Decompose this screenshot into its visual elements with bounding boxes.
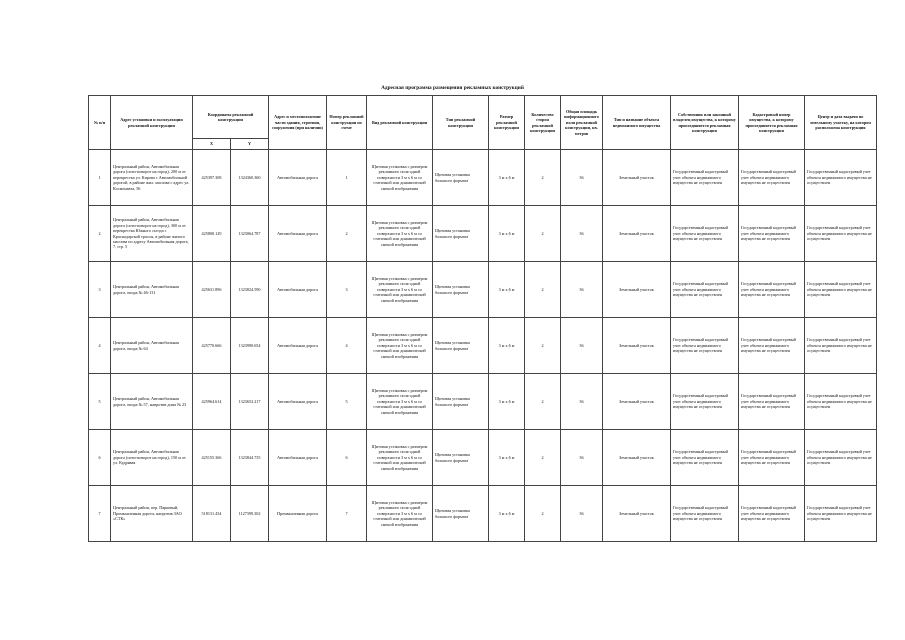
cell-land-owner: Государственный кадастровый учет объекта недвижимого имущества не осуществлен	[739, 486, 805, 542]
cell-area: 36	[561, 486, 603, 542]
table-row	[89, 318, 877, 374]
cell-holder: Государственный кадастровый учет объекта недвижимого имущества не осуществлен	[805, 374, 877, 430]
cell-holder: Государственный кадастровый учет объекта недвижимого имущества не осуществлен	[805, 150, 877, 206]
cell-size: 3 м х 6 м	[489, 374, 525, 430]
cell-land: Земельный участок	[603, 374, 671, 430]
cell-sides: 2	[525, 374, 561, 430]
cell-ad-type: Щитовая установка большого формата	[433, 430, 489, 486]
cell-type: Щитовая установка с размером рекламного поля одной поверхности 3 м х 6 м со статичной или динамической сменой изображения	[367, 262, 433, 318]
cell-land-owner: Государственный кадастровый учет объекта недвижимого имущества не осуществлен	[739, 318, 805, 374]
cell-type: Щитовая установка с размером рекламного поля одной поверхности 3 м х 6 м со статичной или динамической сменой изображения	[367, 486, 433, 542]
cell-size: 3 м х 6 м	[489, 206, 525, 262]
cell-num: 4	[89, 318, 111, 374]
cell-coord-x: 425800.129	[193, 206, 231, 262]
cell-address: Центральный район, Автомобильная дорога, опора № 57, напротив дома № 23	[111, 374, 193, 430]
header-address: Адрес установки и эксплуатации рекламной конструкции	[111, 96, 193, 150]
cell-place: Автомобильная дорога	[269, 374, 327, 430]
cell-ad-type: Щитовая установка большого формата	[433, 374, 489, 430]
cell-place-num: 2	[327, 206, 367, 262]
cell-sides: 2	[525, 318, 561, 374]
cell-land: Земельный участок	[603, 486, 671, 542]
cell-area: 36	[561, 318, 603, 374]
table-row	[89, 206, 877, 262]
cell-num: 5	[89, 374, 111, 430]
cell-size: 3 м х 6 м	[489, 318, 525, 374]
cell-holder: Государственный кадастровый учет объекта недвижимого имущества не осуществлен	[805, 206, 877, 262]
cell-coord-x: 425770.666	[193, 318, 231, 374]
cell-land: Земельный участок	[603, 318, 671, 374]
cell-address: Центральный район, Автомобильная дорога, опора № 64	[111, 318, 193, 374]
cell-size: 3 м х 6 м	[489, 486, 525, 542]
header-land-owner: Кадастровый номер имущества, к которому присоединяется рекламная конструкция	[739, 96, 805, 150]
cell-ad-type: Щитовая установка большого формата	[433, 206, 489, 262]
header-land: Тип и название объекта недвижимого имущества	[603, 96, 671, 150]
table-row	[89, 262, 877, 318]
cell-place: Автомобильная дорога	[269, 150, 327, 206]
cell-owner: Государственный кадастровый учет объекта недвижимого имущества не осуществлен	[671, 486, 739, 542]
cell-place-num: 1	[327, 150, 367, 206]
cell-type: Щитовая установка с размером рекламного поля одной поверхности 3 м х 6 м со статичной или динамической сменой изображения	[367, 150, 433, 206]
table-header-row	[89, 96, 877, 139]
cell-address: Центральный район, пер. Парковый, Промышленная дорога, напротив ЗАО «СТК»	[111, 486, 193, 542]
header-type: Вид рекламной конструкции	[367, 96, 433, 150]
cell-land-owner: Государственный кадастровый учет объекта недвижимого имущества не осуществлен	[739, 150, 805, 206]
cell-sides: 2	[525, 206, 561, 262]
header-size: Размер рекламной конструкции	[489, 96, 525, 150]
cell-size: 3 м х 6 м	[489, 430, 525, 486]
cell-type: Щитовая установка с размером рекламного поля одной поверхности 3 м х 6 м со статичной или динамической сменой изображения	[367, 318, 433, 374]
cell-owner: Государственный кадастровый учет объекта недвижимого имущества не осуществлен	[671, 318, 739, 374]
header-ad-type: Тип рекламной конструкции	[433, 96, 489, 150]
cell-place-num: 7	[327, 486, 367, 542]
header-holder: Центр и дата выдачи по земельному участку, на котором расположена конструкция	[805, 96, 877, 150]
cell-place-num: 6	[327, 430, 367, 486]
cell-area: 36	[561, 206, 603, 262]
cell-size: 3 м х 6 м	[489, 150, 525, 206]
table-row	[89, 430, 877, 486]
ad-placement-table	[88, 95, 877, 542]
header-owner: Собственник или законный владелец имущества, к которому присоединяется рекламная конструкция	[671, 96, 739, 150]
cell-type: Щитовая установка с размером рекламного поля одной поверхности 3 м х 6 м со статичной или динамической сменой изображения	[367, 206, 433, 262]
cell-owner: Государственный кадастровый учет объекта недвижимого имущества не осуществлен	[671, 206, 739, 262]
header-coords: Координаты рекламной конструкции	[193, 96, 269, 139]
cell-coord-x: 425397.308	[193, 150, 231, 206]
cell-coord-x: 425155.366	[193, 430, 231, 486]
cell-ad-type: Щитовая установка большого формата	[433, 486, 489, 542]
cell-address: Центральный район, Автомобильная дорога (сити-поворот на город), 200 м от перекрестка ул. Кирова с Автомобильной дорогой, в районе жил. массива с адрес ул. Космонавта, 56	[111, 150, 193, 206]
cell-type: Щитовая установка с размером рекламного поля одной поверхности 3 м х 6 м со статичной или динамической сменой изображения	[367, 374, 433, 430]
cell-num: 6	[89, 430, 111, 486]
cell-owner: Государственный кадастровый учет объекта недвижимого имущества не осуществлен	[671, 150, 739, 206]
cell-sides: 2	[525, 486, 561, 542]
cell-address: Центральный район, Автомобильная дорога, опора № 46-131	[111, 262, 193, 318]
cell-address: Центральный район, Автомобильная дорога (сити-поворот на город), 150 м от ул. Кудрявая	[111, 430, 193, 486]
cell-land: Земельный участок	[603, 430, 671, 486]
cell-num: 1	[89, 150, 111, 206]
cell-area: 36	[561, 374, 603, 430]
cell-land: Земельный участок	[603, 206, 671, 262]
cell-land: Земельный участок	[603, 262, 671, 318]
cell-sides: 2	[525, 430, 561, 486]
header-area: Общая площадь информационного поля рекламной конструкции, кв. метров	[561, 96, 603, 150]
cell-place-num: 5	[327, 374, 367, 430]
cell-land-owner: Государственный кадастровый учет объекта недвижимого имущества не осуществлен	[739, 374, 805, 430]
header-sides: Количество сторон рекламной конструкции	[525, 96, 561, 150]
cell-ad-type: Щитовая установка большого формата	[433, 150, 489, 206]
cell-holder: Государственный кадастровый учет объекта недвижимого имущества не осуществлен	[805, 430, 877, 486]
header-place-num: Номер рекламной конструкции по схеме	[327, 96, 367, 150]
cell-num: 7	[89, 486, 111, 542]
cell-coord-y: 1127399.302	[231, 486, 269, 542]
header-num: № п/п	[89, 96, 111, 150]
cell-holder: Государственный кадастровый учет объекта недвижимого имущества не осуществлен	[805, 318, 877, 374]
cell-land-owner: Государственный кадастровый учет объекта недвижимого имущества не осуществлен	[739, 430, 805, 486]
cell-place: Автомобильная дорога	[269, 430, 327, 486]
cell-coord-y: 1323824.590	[231, 262, 269, 318]
cell-place: Автомобильная дорога	[269, 318, 327, 374]
cell-num: 3	[89, 262, 111, 318]
cell-num: 2	[89, 206, 111, 262]
cell-owner: Государственный кадастровый учет объекта недвижимого имущества не осуществлен	[671, 374, 739, 430]
cell-sides: 2	[525, 262, 561, 318]
cell-coord-y: 1323064.787	[231, 206, 269, 262]
cell-place-num: 4	[327, 318, 367, 374]
cell-type: Щитовая установка с размером рекламного поля одной поверхности 3 м х 6 м со статичной или динамической сменой изображения	[367, 430, 433, 486]
cell-coord-x: 425964.614	[193, 374, 231, 430]
cell-coord-x: 425631.896	[193, 262, 231, 318]
cell-coord-y: 1324360.360	[231, 150, 269, 206]
cell-coord-x: 518131.434	[193, 486, 231, 542]
cell-owner: Государственный кадастровый учет объекта недвижимого имущества не осуществлен	[671, 262, 739, 318]
cell-holder: Государственный кадастровый учет объекта недвижимого имущества не осуществлен	[805, 486, 877, 542]
table-row	[89, 374, 877, 430]
cell-land: Земельный участок	[603, 150, 671, 206]
header-coord-x: X	[193, 139, 231, 150]
cell-address: Центральный район, Автомобильная дорога (сити-поворот на город), 300 м от перекрестка Южного съезда с Краснодарской трассы, в районе жилого массива по адресу Автомобильная дорога, 7, стр. 5	[111, 206, 193, 262]
cell-size: 3 м х 6 м	[489, 262, 525, 318]
cell-place: Автомобильная дорога	[269, 206, 327, 262]
cell-place: Промышленная дорога	[269, 486, 327, 542]
cell-sides: 2	[525, 150, 561, 206]
cell-ad-type: Щитовая установка большого формата	[433, 262, 489, 318]
cell-place: Автомобильная дорога	[269, 262, 327, 318]
document-title: Адресная программа размещения рекламных конструкций	[381, 85, 524, 91]
cell-land-owner: Государственный кадастровый учет объекта недвижимого имущества не осуществлен	[739, 262, 805, 318]
table-row	[89, 150, 877, 206]
cell-area: 36	[561, 262, 603, 318]
cell-area: 36	[561, 150, 603, 206]
header-coord-y: Y	[231, 139, 269, 150]
cell-holder: Государственный кадастровый учет объекта недвижимого имущества не осуществлен	[805, 262, 877, 318]
cell-owner: Государственный кадастровый учет объекта недвижимого имущества не осуществлен	[671, 430, 739, 486]
cell-area: 36	[561, 430, 603, 486]
cell-land-owner: Государственный кадастровый учет объекта недвижимого имущества не осуществлен	[739, 206, 805, 262]
cell-place-num: 3	[327, 262, 367, 318]
cell-ad-type: Щитовая установка большого формата	[433, 318, 489, 374]
header-place: Адрес и местоположение части здания, строения, сооружения (при наличии)	[269, 96, 327, 150]
cell-coord-y: 1323990.654	[231, 318, 269, 374]
cell-coord-y: 1323652.217	[231, 374, 269, 430]
cell-coord-y: 1323844.735	[231, 430, 269, 486]
table-row	[89, 486, 877, 542]
